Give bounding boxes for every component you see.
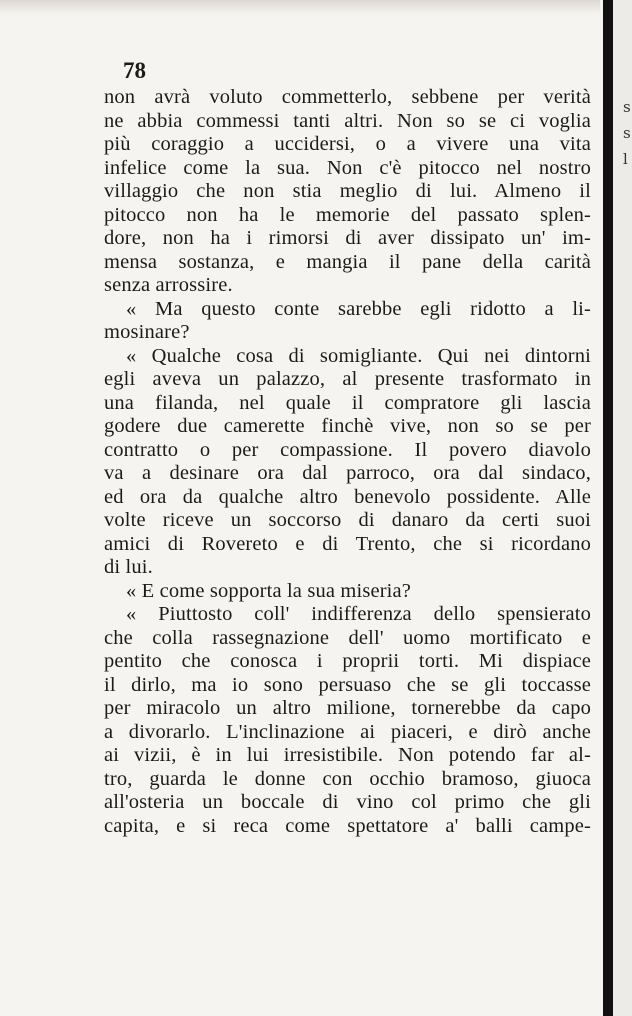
facing-page-fragment: s bbox=[623, 98, 631, 116]
text-line: all'osteria un boccale di vino col primo che gli bbox=[104, 791, 591, 813]
text-line: una filanda, nel quale il compratore gli lascia bbox=[104, 391, 591, 414]
facing-page-fragment: l bbox=[623, 150, 628, 168]
text-line: che colla rassegnazione dell' uomo mortificato e bbox=[104, 626, 591, 649]
text-line: ne abbia commessi tanti altri. Non so se ci voglia bbox=[104, 109, 591, 132]
text-line: per miracolo un altro milione, tornerebbe da capo bbox=[104, 697, 591, 719]
text-line: a divorarlo. L'inclinazione ai piaceri, e dirò anche bbox=[104, 720, 591, 743]
text-line: « Ma questo conte sarebbe egli ridotto a li- bbox=[126, 297, 591, 320]
text-line: va a desinare ora dal parroco, ora dal sindaco, bbox=[104, 462, 591, 484]
text-line: di lui. bbox=[104, 556, 153, 578]
facing-page-fragment: s bbox=[623, 124, 631, 142]
text-line: infelice come la sua. Non c'è pitocco nel nostro bbox=[104, 156, 591, 179]
body-text bbox=[104, 86, 591, 838]
text-line: pitocco non ha le memorie del passato splen- bbox=[104, 203, 591, 226]
text-line: mosinare? bbox=[104, 321, 190, 343]
text-line: non avrà voluto commetterlo, sebbene per verità bbox=[104, 86, 591, 108]
text-line: « Piuttosto coll' indifferenza dello spensierato bbox=[126, 603, 591, 625]
text-line: amici di Rovereto e di Trento, che si ricordano bbox=[104, 532, 591, 555]
text-line: ai vizii, è in lui irresistibile. Non potendo far al- bbox=[104, 744, 591, 766]
text-line: ed ora da qualche altro benevolo possidente. Alle bbox=[104, 485, 591, 508]
text-line: pentito che conosca i proprii torti. Mi dispiace bbox=[104, 650, 591, 672]
text-line: senza arrossire. bbox=[104, 274, 233, 296]
text-line: più coraggio a uccidersi, o a vivere una vita bbox=[104, 133, 591, 155]
text-line: villaggio che non stia meglio di lui. Almeno il bbox=[104, 180, 591, 202]
text-line: « Qualche cosa di somigliante. Qui nei dintorni bbox=[126, 344, 591, 367]
text-line: godere due camerette finchè vive, non so se per bbox=[104, 415, 591, 437]
page-number: 78 bbox=[123, 58, 146, 83]
text-line: il dirlo, ma io sono persuaso che se gli toccasse bbox=[104, 673, 591, 696]
text-line: contratto o per compassione. Il povero diavolo bbox=[104, 438, 591, 461]
text-line: tro, guarda le donne con occhio bramoso, giuoca bbox=[104, 767, 591, 790]
text-line: volte riceve un soccorso di danaro da certi suoi bbox=[104, 509, 591, 531]
text-line: dore, non ha i rimorsi di aver dissipato un' im- bbox=[104, 227, 591, 249]
text-line: « E come sopporta la sua miseria? bbox=[126, 579, 412, 602]
page-top-edge bbox=[0, 0, 600, 14]
text-line: capita, e si reca come spettatore a' balli campe- bbox=[104, 814, 591, 837]
facing-page-edge bbox=[613, 0, 632, 1016]
book-gutter bbox=[603, 0, 613, 1016]
text-line: egli aveva un palazzo, al presente trasformato in bbox=[104, 368, 591, 390]
text-line: mensa sostanza, e mangia il pane della carità bbox=[104, 250, 591, 273]
